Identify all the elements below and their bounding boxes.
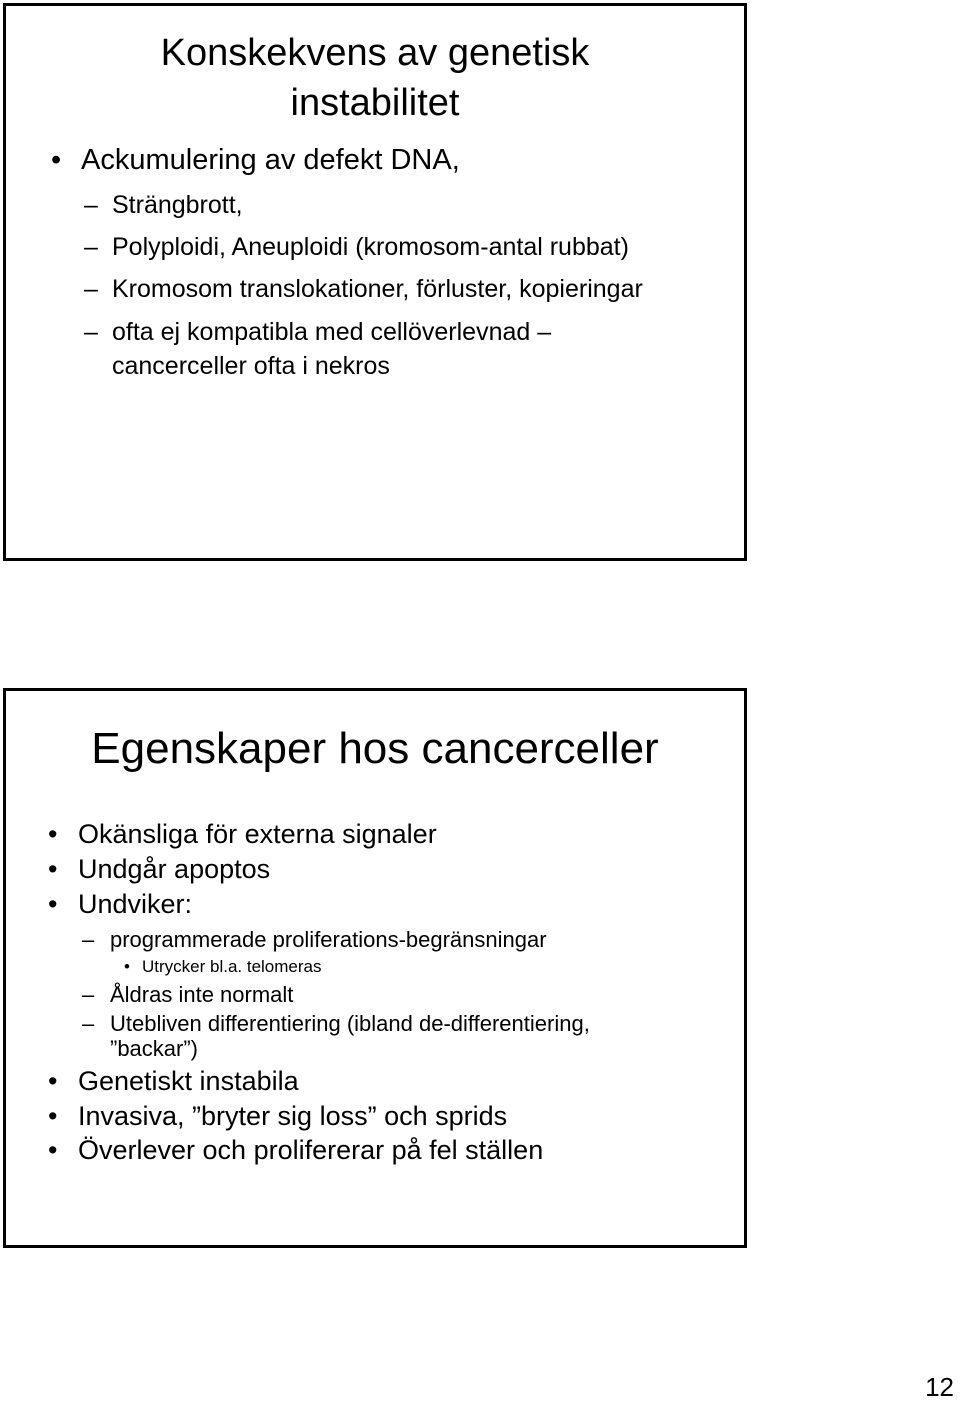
bullet-item: • Överlever och prolifererar på fel ställen (78, 1135, 543, 1166)
sub-item: – Kromosom translokationer, förluster, kopieringar (112, 275, 643, 304)
bullet-item: • Undviker: (78, 889, 192, 920)
page-number: 12 (925, 1372, 954, 1402)
sub-item: – Åldras inte normalt (110, 982, 293, 1008)
sub-item-continuation: ”backar”) (110, 1036, 199, 1061)
sub-item-continuation: cancerceller ofta i nekros (112, 352, 390, 380)
sub-sub-item: • Utrycker bl.a. telomeras (142, 957, 322, 977)
sub-item: – Strängbrott, (112, 191, 243, 220)
slide-2-title: Egenskaper hos cancerceller (91, 724, 659, 773)
bullet-item: • Invasiva, ”bryter sig loss” och sprids (78, 1101, 507, 1132)
bullet-item: • Ackumulering av defekt DNA, (81, 144, 460, 177)
sub-item: – Polyploidi, Aneuploidi (kromosom-antal rubbat) (112, 233, 629, 262)
slide-1-title (6, 28, 744, 128)
slide-1 (3, 3, 747, 561)
sub-item: – Utebliven differentiering (ibland de-differentiering, (110, 1011, 590, 1037)
sub-item: – ofta ej kompatibla med cellöverlevnad – (112, 318, 551, 347)
sub-item: – programmerade proliferations-begränsningar (110, 927, 547, 953)
bullet-item: • Okänsliga för externa signaler (78, 819, 437, 850)
slide-1-title-line-1: Konskekvens av genetisk (160, 32, 590, 74)
bullet-item: • Undgår apoptos (78, 854, 270, 885)
bullet-item: • Genetiskt instabila (78, 1066, 299, 1097)
slide-2 (3, 688, 747, 1248)
slide-1-title-line-2: instabilitet (290, 82, 460, 124)
